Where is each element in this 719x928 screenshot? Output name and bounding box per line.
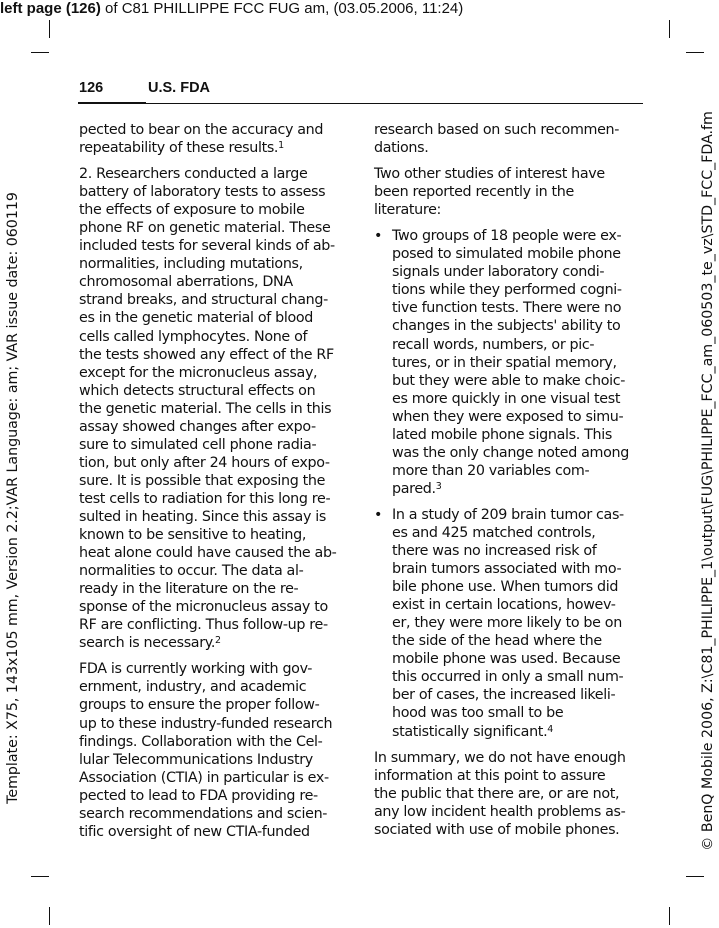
bullet-icon: • (374, 228, 383, 245)
crop-mark-top-left-v (49, 20, 50, 38)
section-title: U.S. FDA (148, 80, 211, 96)
paragraph: FDA is currently working with gov- ernment, industry, and academic groups to ensure the proper follow- up to these industry-funded research findings. Collaboration with the Cel- lular Telecommunications Industry Association (CTIA) in particular is ex- pected to lead to FDA providing re- search recommendations and scien- tific oversight of new CTIA-funded (79, 661, 333, 840)
list-item (374, 506, 646, 741)
print-info-page: left page (126) (0, 0, 101, 17)
header-rule-thick (78, 102, 146, 104)
bullet-icon: • (374, 506, 383, 523)
footnote-ref: 4 (547, 723, 553, 735)
footnote-ref: 2 (215, 635, 221, 647)
crop-mark-bottom-right-h (686, 876, 704, 877)
crop-mark-bottom-right-v (669, 907, 670, 925)
paragraph: research based on such recommen- dations. (374, 122, 620, 157)
paragraph: In summary, we do not have enough information at this point to assure the public that there are, or are not, any low incident health problems as- sociated with use of mobile phones. (374, 749, 626, 838)
footnote-ref: 1 (278, 140, 284, 152)
crop-mark-bottom-left-v (49, 907, 50, 925)
list-item-text: Two groups of 18 people were ex- posed to simulated mobile phone signals under laboratory condi- tions while they performed cogni- tive function tests. There were no changes in the subjects' ability to recall words, numbers, or pic- tures, or in their spatial memory, but they were able to make choic- es more quickly in one visual test when they were exposed to simu- lated mobile phone signals. This was the only change noted among more than 20 variables com- pared. (392, 228, 629, 497)
paragraph (79, 165, 349, 652)
paragraph: Two other studies of interest have been reported recently in the literature: (374, 166, 605, 219)
paragraph-text: 2. Researchers conducted a large battery of laboratory tests to assess the effects of exposure to mobile phone RF on genetic material. These included tests for several kinds of ab- normalities, including mutations, chromosomal aberrations, DNA strand breaks, and structural chang- es in the genetic material of blood cells called lymphocytes. None of the tests showed any effect of the RF except for the micronucleus assay, which detects structural effects on the genetic material. The cells in this assay showed changes after expo- sure to simulated cell phone radia- tion, but only after 24 hours of expo- sure. It is possible that exposing the test cells to radiation for this long re- sulted in heating. Since this assay is known to be sensitive to heating, heat alone could have caused the ab- normalities to occur. The data al- ready in the literature on the re- sponse of the micronucleus assay to RF are conflicting. Thus follow-up re- search is necessary. (79, 166, 337, 652)
header-rule (146, 103, 643, 104)
crop-mark-top-right-v (669, 20, 670, 38)
paragraph (79, 121, 349, 157)
left-column (79, 121, 349, 849)
page-number: 126 (79, 80, 104, 96)
crop-mark-top-left-h (31, 52, 49, 53)
copyright-text: © BenQ Mobile 2006, Z:\C81_PHILIPPE_1\output\FUG\PHILIPPE_FCC_am_060503_te_vz\STD_FCC_FDA.fm (700, 111, 716, 851)
paragraph-text: pected to bear on the accuracy and repeatability of these results. (79, 122, 324, 157)
template-info-text: Template: X75, 143x105 mm, Version 2.2;VAR Language: am; VAR issue date: 060119 (5, 192, 21, 804)
list-item-text: In a study of 209 brain tumor cas- es and 425 matched controls, there was no increased risk of brain tumors associated with mo- bile phone use. When tumors did exist in certain locations, howev- er, they were more likely to be on the side of the head where the mobile phone was used. Because this occurred in only a small num- ber of cases, the increased likeli- hood was too small to be statistically significant. (392, 506, 624, 740)
list-item (374, 227, 646, 498)
print-info-text: of C81 PHILLIPPE FCC FUG am, (03.05.2006, 11:24) (100, 0, 464, 17)
footnote-ref: 3 (435, 480, 442, 492)
right-column (374, 121, 646, 847)
print-info-line (0, 0, 719, 18)
crop-mark-bottom-left-h (31, 876, 49, 877)
crop-mark-top-right-h (686, 52, 704, 53)
